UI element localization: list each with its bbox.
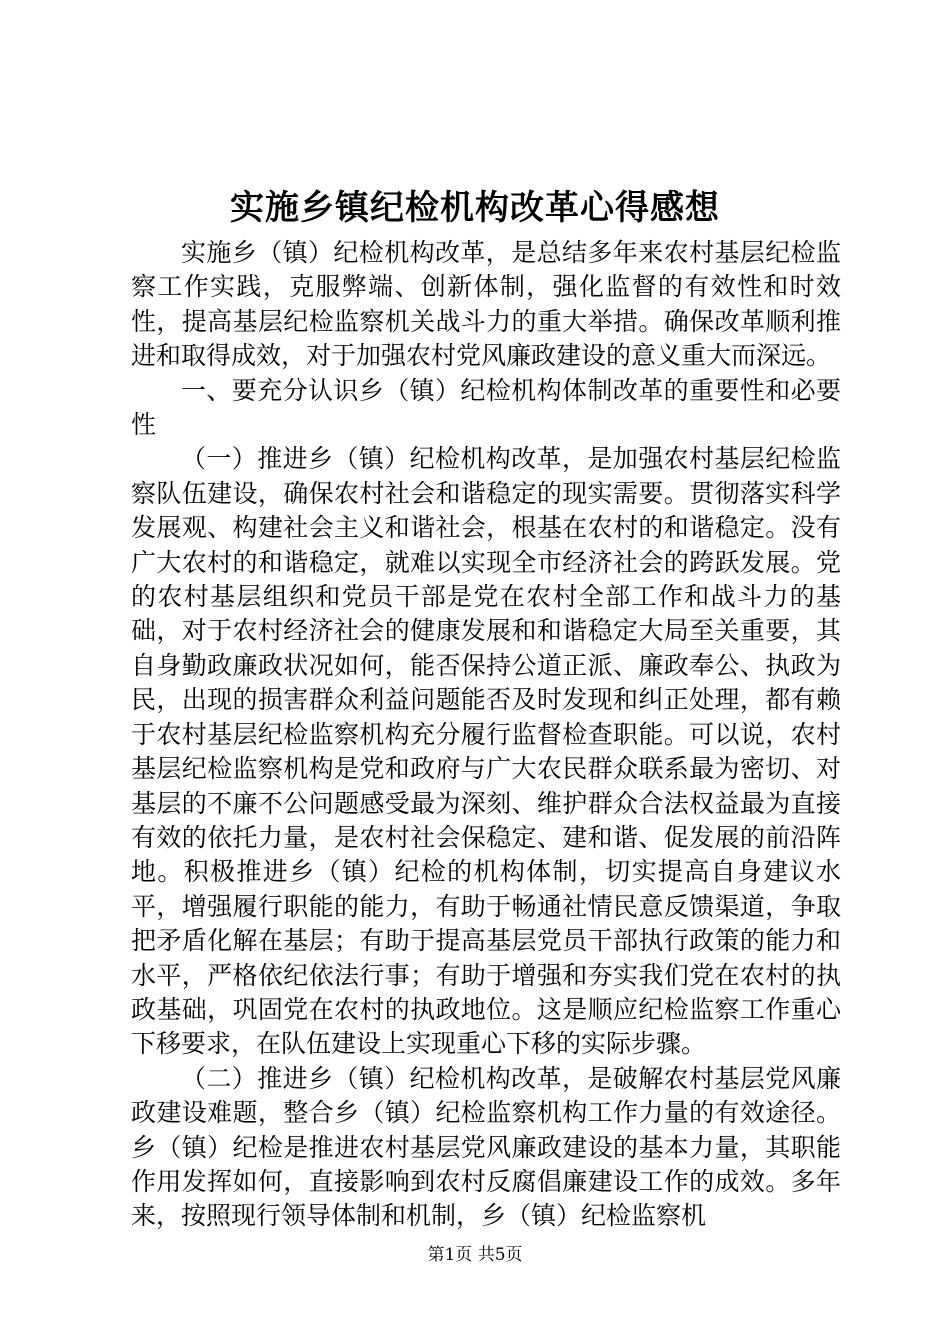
- paragraph-intro: 实施乡（镇）纪检机构改革，是总结多年来农村基层纪检监察工作实践，克服弊端、创新体制，强化监督的有效性和时效性，提高基层纪检监察机关战斗力的重大举措。确保改革顺利推进和取得成效，对于加强农村党风廉政建设的意义重大而深远。: [131, 238, 841, 371]
- paragraph-subsection-2: （二）推进乡（镇）纪检机构改革，是破解农村基层党风廉政建设难题，整合乡（镇）纪检监察机构工作力量的有效途径。乡（镇）纪检是推进农村基层党风廉政建设的基本力量，其职能作用发挥如何，直接影响到农村反腐倡廉建设工作的成效。多年来，按照现行领导体制和机制，乡（镇）纪检监察机: [131, 1063, 841, 1231]
- paragraph-subsection-1: （一）推进乡（镇）纪检机构改革，是加强农村基层纪检监察队伍建设，确保农村社会和谐稳定的现实需要。贯彻落实科学发展观、构建社会主义和谐社会，根基在农村的和谐稳定。没有广大农村的和谐稳定，就难以实现全市经济社会的跨跃发展。党的农村基层组织和党员干部是党在农村全部工作和战斗力的基础，对于农村经济社会的健康发展和和谐稳定大局至关重要，其自身勤政廉政状况如何，能否保持公道正派、廉政奉公、执政为民，出现的损害群众利益问题能否及时发现和纠正处理，都有赖于农村基层纪检监察机构充分履行监督检查职能。可以说，农村基层纪检监察机构是党和政府与广大农民群众联系最为密切、对基层的不廉不公问题感受最为深刻、维护群众合法权益最为直接有效的依托力量，是农村社会保稳定、建和谐、促发展的前沿阵地。积极推进乡（镇）纪检的机构体制，切实提高自身建议水平，增强履行职能的能力，有助于畅通社情民意反馈渠道，争取把矛盾化解在基层；有助于提高基层党员干部执行政策的能力和水平，严格依纪依法行事；有助于增强和夯实我们党在农村的执政基础，巩固党在农村的执政地位。这是顺应纪检监察工作重心下移要求，在队伍建设上实现重心下移的实际步骤。: [131, 444, 841, 1059]
- section-heading-1: 一、要充分认识乡（镇）纪检机构体制改革的重要性和必要性: [131, 375, 841, 440]
- document-title: 实施乡镇纪检机构改革心得感想: [230, 188, 720, 228]
- page-footer: 第1页 共5页: [427, 1245, 523, 1265]
- document-body: [131, 236, 841, 1234]
